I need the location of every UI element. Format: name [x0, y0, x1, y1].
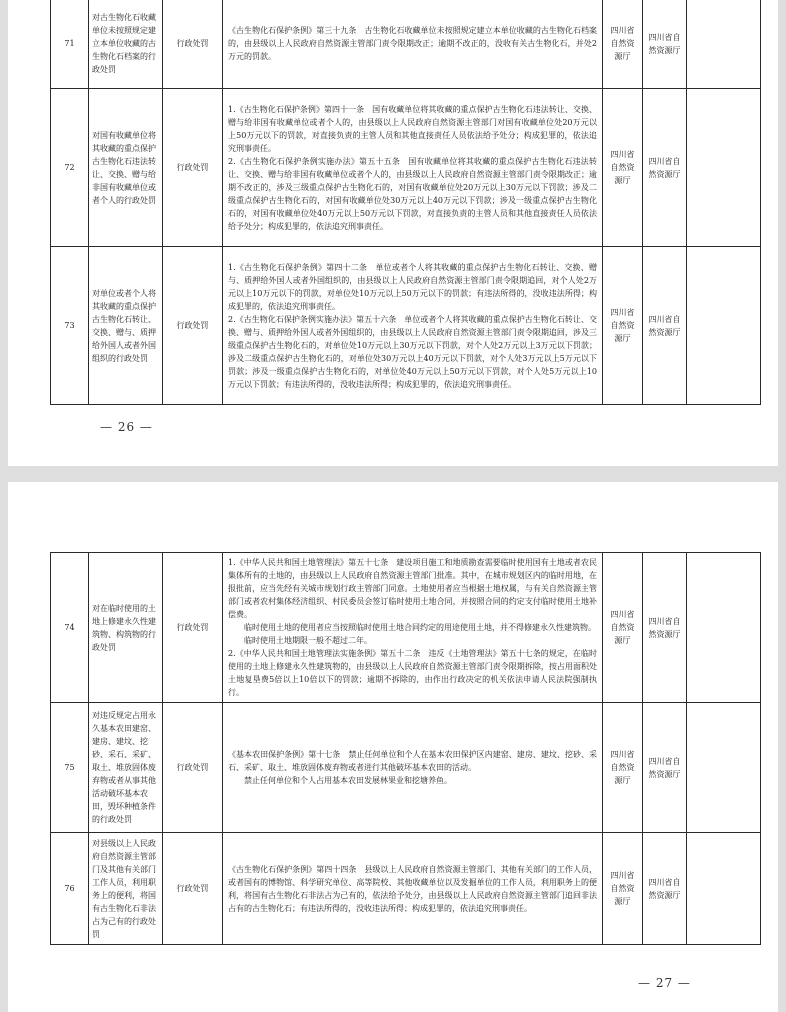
row-number: 71	[51, 0, 89, 89]
remarks-cell	[687, 703, 761, 833]
basis-paragraph: 禁止任何单位和个人占用基本农田发展林果业和挖塘养鱼。	[228, 776, 452, 785]
responsible-org: 四川省自然资源厅	[643, 833, 687, 945]
penalty-table-page-26	[50, 0, 761, 405]
item-name: 对国有收藏单位将其收藏的重点保护古生物化石违法转让、交换、赠与给非国有收藏单位或者个人的行政处罚	[89, 89, 163, 247]
row-number: 76	[51, 833, 89, 945]
implementing-org: 四川省自然资源厅	[603, 247, 643, 405]
table-row	[51, 703, 761, 833]
remarks-cell	[687, 833, 761, 945]
table-row	[51, 89, 761, 247]
basis-paragraph: 2.《古生物化石保护条例实施办法》第五十五条 国有收藏单位将其收藏的重点保护古生物化石违法转让、交换、赠与给非国有收藏单位或者个人的，由县级以上人民政府自然资源主管部门责令限期改正；逾期不改正的，涉及三级重点保护古生物化石的，对国有收藏单位处20万元以上30万元以下罚款；涉及二级重点保护古生物化石的，对国有收藏单位处30万元以上40万元以下罚款；涉及一级重点保护古生物化石的，对国有收藏单位处40万元以上50万元以下罚款，对直接负责的主管人员和其他直接责任人员依法给予处分；构成犯罪的，依法追究刑事责任。	[228, 156, 597, 231]
page-number: — 27 —	[638, 976, 691, 990]
responsible-org: 四川省自然资源厅	[643, 247, 687, 405]
implementing-org: 四川省自然资源厅	[603, 703, 643, 833]
basis-paragraph: 《基本农田保护条例》第十七条 禁止任何单位和个人在基本农田保护区内建窑、建房、建坟、挖砂、采石、采矿、取土、堆放固体废弃物或者进行其他破坏基本农田的活动。	[228, 750, 597, 772]
legal-basis	[223, 703, 603, 833]
responsible-org: 四川省自然资源厅	[643, 553, 687, 703]
basis-paragraph: 《古生物化石保护条例》第四十四条 县级以上人民政府自然资源主管部门、其他有关部门的工作人员，或者国有的博物馆、科学研究单位、高等院校、其他收藏单位以及发掘单位的工作人员，利用职务上的便利，将国有古生物化石非法占为己有的，依法给予处分，由县级以上人民政府自然资源主管部门追回非法占有的古生物化石；有违法所得的，没收违法所得；构成犯罪的，依法追究刑事责任。	[228, 864, 597, 913]
item-type: 行政处罚	[163, 0, 223, 89]
basis-paragraph: 1.《古生物化石保护条例》第四十二条 单位或者个人将其收藏的重点保护古生物化石转让、交换、赠与、质押给外国人或者外国组织的，由县级以上人民政府自然资源主管部门责令限期追回，对个人处2万元以上10万元以下的罚款，对单位处10万元以上50万元以下的罚款；有违法所得的，没收违法所得；构成犯罪的，依法追究刑事责任。	[228, 262, 597, 311]
row-number: 73	[51, 247, 89, 405]
remarks-cell	[687, 0, 761, 89]
basis-paragraph: 2.《古生物化石保护条例实施办法》第五十六条 单位或者个人将其收藏的重点保护古生物化石转让、交换、赠与、质押给外国人或者外国组织的，由县级以上人民政府自然资源主管部门责令限期追回，涉及三级重点保护古生物化石的，对单位处10万元以上30万元以下罚款，对个人处2万元以上3万元以下罚款；涉及二级重点保护古生物化石的，对单位处30万元以上40万元以下罚款，对个人处3万元以上5万元以下罚款；涉及一级重点保护古生物化石的，对单位处40万元以上50万元以下罚款，对个人处5万元以上10万元以下罚款；有违法所得的，没收违法所得；构成犯罪的，依法追究刑事责任。	[228, 314, 597, 389]
responsible-org: 四川省自然资源厅	[643, 0, 687, 89]
item-name: 对古生物化石收藏单位未按照规定建立本单位收藏的古生物化石档案的行政处罚	[89, 0, 163, 89]
document-page-27	[8, 482, 778, 1012]
item-name: 对县级以上人民政府自然资源主管部门及其他有关部门工作人员，利用职务上的便利，将国有古生物化石非法占为己有的行政处罚	[89, 833, 163, 945]
implementing-org: 四川省自然资源厅	[603, 553, 643, 703]
basis-paragraph: 1.《中华人民共和国土地管理法》第五十七条 建设项目施工和地质勘查需要临时使用国有土地或者农民集体所有的土地的，由县级以上人民政府自然资源主管部门批准。其中，在城市规划区内的临时用地，在报批前，应当先经有关城市规划行政主管部门同意。土地使用者应当根据土地权属，与有关自然资源主管部门或者农村集体经济组织、村民委员会签订临时使用土地合同，并按照合同的约定支付临时使用土地补偿费。	[228, 558, 597, 619]
remarks-cell	[687, 553, 761, 703]
basis-paragraph: 临时使用土地的使用者应当按照临时使用土地合同约定的用途使用土地，并不得修建永久性建筑物。	[228, 623, 596, 632]
remarks-cell	[687, 89, 761, 247]
item-name: 对单位或者个人将其收藏的重点保护古生物化石转让、交换、赠与、质押给外国人或者外国组织的行政处罚	[89, 247, 163, 405]
item-type: 行政处罚	[163, 247, 223, 405]
item-name: 对在临时使用的土地上修建永久性建筑物、构筑物的行政处罚	[89, 553, 163, 703]
basis-paragraph: 《古生物化石保护条例》第三十九条 古生物化石收藏单位未按照规定建立本单位收藏的古生物化石档案的，由县级以上人民政府自然资源主管部门责令限期改正；逾期不改正的，没收有关古生物化石，并处2万元的罚款。	[228, 26, 597, 61]
item-type: 行政处罚	[163, 89, 223, 247]
implementing-org: 四川省自然资源厅	[603, 833, 643, 945]
page-number: — 26 —	[100, 420, 153, 434]
table-row	[51, 247, 761, 405]
basis-paragraph: 2.《中华人民共和国土地管理法实施条例》第五十二条 违反《土地管理法》第五十七条的规定，在临时使用的土地上修建永久性建筑物的，由县级以上人民政府自然资源主管部门责令限期拆除，按占用面积处土地复垦费5倍以上10倍以下的罚款；逾期不拆除的，由作出行政决定的机关依法申请人民法院强制执行。	[228, 649, 597, 697]
implementing-org: 四川省自然资源厅	[603, 89, 643, 247]
legal-basis	[223, 247, 603, 405]
item-name: 对违反规定占用永久基本农田建窑、建房、建坟、挖砂、采石、采矿、取土、堆放固体废弃物或者从事其他活动破坏基本农田，毁坏种植条件的行政处罚	[89, 703, 163, 833]
document-page-26	[8, 0, 778, 466]
penalty-table-page-27	[50, 552, 761, 945]
table-row	[51, 0, 761, 89]
row-number: 72	[51, 89, 89, 247]
table-row	[51, 833, 761, 945]
table-row	[51, 553, 761, 703]
row-number: 74	[51, 553, 89, 703]
implementing-org: 四川省自然资源厅	[603, 0, 643, 89]
item-type: 行政处罚	[163, 833, 223, 945]
legal-basis	[223, 0, 603, 89]
basis-paragraph: 临时使用土地期限一般不超过二年。	[228, 636, 372, 645]
legal-basis	[223, 833, 603, 945]
responsible-org: 四川省自然资源厅	[643, 89, 687, 247]
basis-paragraph: 1.《古生物化石保护条例》第四十一条 国有收藏单位将其收藏的重点保护古生物化石违法转让、交换、赠与给非国有收藏单位或者个人的，由县级以上人民政府自然资源主管部门对国有收藏单位处20万元以上50万元以下的罚款，对直接负责的主管人员和其他直接责任人员依法给予处分；构成犯罪的，依法追究刑事责任。	[228, 104, 597, 153]
remarks-cell	[687, 247, 761, 405]
item-type: 行政处罚	[163, 703, 223, 833]
row-number: 75	[51, 703, 89, 833]
item-type: 行政处罚	[163, 553, 223, 703]
responsible-org: 四川省自然资源厅	[643, 703, 687, 833]
legal-basis	[223, 553, 603, 703]
legal-basis	[223, 89, 603, 247]
